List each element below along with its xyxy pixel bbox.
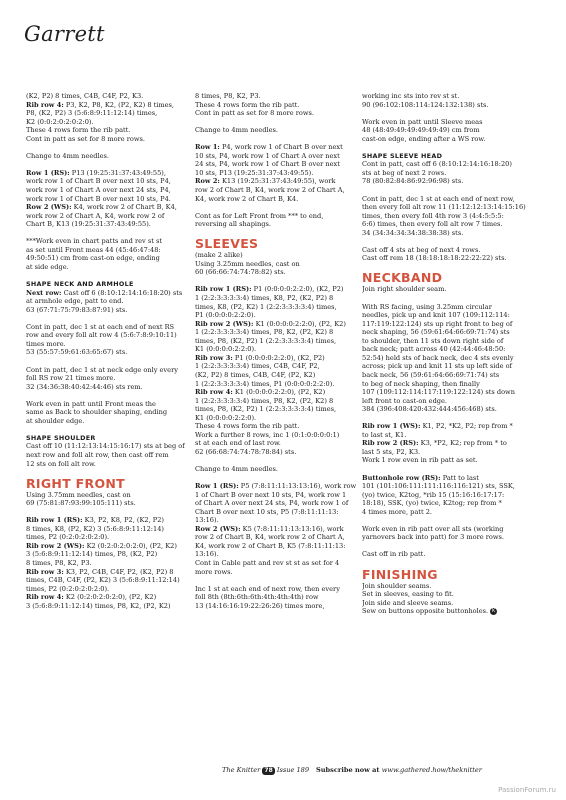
row-instruction: Patt to last xyxy=(440,473,479,482)
text-line: Chart B over next 10 sts, P5 (7:8:11:11:13: xyxy=(195,507,339,516)
text-line: Change to 4mm needles. xyxy=(26,151,109,160)
text-line: at side edge. xyxy=(26,262,69,271)
text-line: 1 (2:2:3:3:3:3:4) times, P8, K2, (P2, K2) 8 xyxy=(195,396,334,405)
text-line xyxy=(195,285,359,294)
spacer xyxy=(362,414,526,423)
text-line: across; pick up and knit 11 sts up left side of xyxy=(362,362,512,371)
text-line: 34 (34:34:34:34:38:38:38) sts. xyxy=(362,228,464,237)
text-line: 12 sts on foll alt row. xyxy=(26,459,96,468)
text-line: (make 2 alike) xyxy=(195,251,243,260)
text-line: 53 (55:57:59:61:63:65:67) sts. xyxy=(26,348,128,357)
subscribe-link[interactable]: www.gathered.how/theknitter xyxy=(381,766,482,774)
text-line: times, P8, (K2, P2) 1 (2:2:3:3:3:3:4) times, xyxy=(195,405,337,414)
spacer xyxy=(362,237,526,246)
text-line: at shoulder edge. xyxy=(26,416,85,425)
text-line: times, P2 (0:2:0:2:0:2:0). xyxy=(26,533,110,542)
row-instruction: K5 (7:8:11:11:13:13:16), work xyxy=(240,524,344,533)
text-line: ***Work even in chart patts and rev st st xyxy=(26,237,162,246)
text-line xyxy=(195,177,359,186)
text-line: 60 (66:66:74:74:78:82) sts. xyxy=(195,268,286,277)
text-line: (yo) twice, K2tog, *rib 15 (15:16:16:17:17: xyxy=(362,490,505,499)
spacer xyxy=(195,576,359,585)
text-line: Change to 4mm needles. xyxy=(195,126,278,135)
spacer xyxy=(26,508,190,517)
text-line: work row 2 of Chart A, K4, work row 2 of xyxy=(26,211,165,220)
text-line: 384 (396:408:420:432:444:456:468) sts. xyxy=(362,405,497,414)
text-line: last 5 sts, P2, K3. xyxy=(362,447,421,456)
issue-number: Issue 189 xyxy=(276,766,310,774)
row-instruction: K1 (0:0:0:0:2:2:0), (P2, K2) xyxy=(232,388,326,397)
row-label: Rib row 4: xyxy=(26,100,64,109)
spacer xyxy=(362,294,526,303)
text-line: of Chart A over next 24 sts, P4, work row 1 of xyxy=(195,499,349,508)
text-line xyxy=(195,482,359,491)
spacer xyxy=(362,465,526,474)
text-line: row 2 of Chart B, K4, work row 2 of Chart A, xyxy=(195,186,345,195)
text-line: 24 sts, P4, work row 1 of Chart B over next xyxy=(195,160,340,169)
spacer xyxy=(195,203,359,212)
row-label: Buttonhole row (RS): xyxy=(362,473,441,482)
text-line: 13 (14:16:16:19:22:26:26) times more, xyxy=(195,601,325,610)
text-line: Cont in patt, dec 1 st at neck edge only every xyxy=(26,365,178,374)
row-label: Next row: xyxy=(26,288,62,297)
row-instruction: K13 (19:25:31:37:43:49:55), work xyxy=(219,177,336,186)
text-line: 69 (75:81:87:93:99:105:111) sts. xyxy=(26,499,136,508)
row-label: Rib row 1 (WS): xyxy=(362,422,421,431)
text-line: 63 (67:71:75:79:83:87:91) sts. xyxy=(26,305,128,314)
text-line: 8 times, P8, K2, P3. xyxy=(195,92,261,100)
text-line: 78 (80:82:84:86:92:96:98) sts. xyxy=(362,177,464,186)
column-left xyxy=(26,92,190,610)
text-line: 107 (109:112:114:117:119:122:124) sts down xyxy=(362,388,515,397)
spacer xyxy=(26,143,190,152)
text-line xyxy=(26,593,190,602)
column-right xyxy=(362,92,526,616)
section-heading: SLEEVES xyxy=(195,236,259,252)
text-line: more rows. xyxy=(195,567,233,576)
text-line xyxy=(362,474,526,483)
row-label: Rib row 3: xyxy=(26,567,64,576)
text-line: row and every foll alt row 4 (5:6:7:8:9:10:11) xyxy=(26,331,177,340)
spacer xyxy=(362,186,526,195)
magazine-name: The Knitter xyxy=(222,766,261,774)
text-line: times, K8, (P2, K2) 1 (2:2:3:3:3:3:4) times, xyxy=(195,302,337,311)
text-line: Cast off 4 sts at beg of next 4 rows. xyxy=(362,245,481,254)
section-heading: RIGHT FRONT xyxy=(26,475,125,491)
row-instruction: K3, P2, K8, P2, (K2, P2) xyxy=(82,516,165,525)
row-instruction: P1 (0:0:0:0:2:2:0), (K2, P2) xyxy=(251,285,344,294)
text-line: times, C4B, C4F, (P2, K2) 3 (5:6:8:9:11:12:14) xyxy=(26,576,180,585)
text-line: times, P8, (K2, P2) 1 (2:2:3:3:3:3:4) times, xyxy=(195,336,337,345)
text-line: Cont in patt, dec 1 st at each end of next RS xyxy=(26,322,175,331)
text-line: to beg of neck shaping, then finally xyxy=(362,379,480,388)
text-line xyxy=(26,169,190,178)
text-line: 1 of Chart B over next 10 sts, P4, work row 1 xyxy=(195,490,347,499)
text-line: 3 (5:6:8:9:11:12:14) times, P8, K2, (P2, K2) xyxy=(26,601,171,610)
text-line: K2 (0:0:2:0:2:0:2:0). xyxy=(26,117,94,126)
row-instruction: K2 (0:2:0:2:0:2:0), (P2, K2) xyxy=(84,541,177,550)
text-line: Cast off in rib patt. xyxy=(362,550,426,559)
row-instruction: K3, *P2, K2; rep from * to xyxy=(418,439,507,448)
text-line xyxy=(26,542,190,551)
text-line: Work 1 row even in rib patt as set. xyxy=(362,456,478,465)
text-line: Sew on buttons opposite buttonholes. K xyxy=(362,607,496,616)
text-line: Work even in rib patt over all sts (working xyxy=(362,524,504,533)
text-line: Cont in Cable patt and rev st st as set for 4 xyxy=(195,558,340,567)
text-line: 1 (2:2:3:3:3:3:4) times, K8, P2, (K2, P2) 8 xyxy=(195,294,334,303)
text-line: back neck; patt across 40 (42:44:46:48:50: xyxy=(362,345,506,354)
text-line: then every foll alt row 11 (11:12:12:13:14:15:16) xyxy=(362,203,526,212)
text-line: K4, work row 2 of Chart B, K5 (7:8:11:11:13: xyxy=(195,541,346,550)
text-line: 117:119:122:124) sts up right front to beg of xyxy=(362,319,513,328)
text-line: needles, pick up and knit 107 (109:112:114: xyxy=(362,311,510,320)
text-line: times, then every foll 4th row 3 (4:4:5:5:5: xyxy=(362,211,504,220)
text-line: to shoulder, then 11 sts down right side of xyxy=(362,336,504,345)
row-label: Rib row 1 (RS): xyxy=(195,285,252,294)
spacer xyxy=(195,118,359,127)
text-line: 6:6) times, then every foll alt row 7 times. xyxy=(362,220,503,229)
text-line: foll RS row 21 times more. xyxy=(26,374,116,383)
row-label: Rib row 1 (RS): xyxy=(26,516,83,525)
spacer xyxy=(26,271,190,280)
text-line xyxy=(362,439,526,448)
text-line: Cast off 10 (11:12:13:14:15:16:17) sts at beg of xyxy=(26,442,185,451)
pattern-title: Garrett xyxy=(24,22,105,46)
row-label: Row 1: xyxy=(195,143,220,152)
column-middle xyxy=(195,92,359,610)
text-line: sts at beg of next 2 rows. xyxy=(362,168,447,177)
text-line: Cont in patt as set for 8 more rows. xyxy=(26,134,146,143)
text-line: Join shoulder seams. xyxy=(362,581,432,590)
watermark: PassionForum.ru xyxy=(498,786,556,794)
text-line: to last st, K1. xyxy=(362,430,407,439)
footer-magazine xyxy=(222,766,309,775)
subscribe-label: Subscribe now at xyxy=(316,766,380,774)
text-line: K4, work row 2 of Chart B, K4. xyxy=(195,194,299,203)
text-line: work row 1 of Chart B over next 10 sts, P4. xyxy=(26,194,171,203)
text-line: Using 3.75mm needles, cast on xyxy=(26,490,131,499)
text-line: 32 (34:36:38:40:42:44:46) sts rem. xyxy=(26,382,143,391)
text-line: Work a further 8 rows, inc 1 (0:1:0:0:0:0:1) xyxy=(195,430,340,439)
text-line: row 2 of Chart B, K4, work row 2 of Chart A, xyxy=(195,533,345,542)
row-instruction: K3, P2, C4B, C4F, P2, (K2, P2) 8 xyxy=(63,567,174,576)
text-line: Chart B, K13 (19:25:31:37:43:49:55). xyxy=(26,220,151,229)
spacer xyxy=(26,391,190,400)
spacer xyxy=(362,143,526,152)
subsection-heading: SHAPE SLEEVE HEAD xyxy=(362,151,443,160)
text-line: as set until Front meas 44 (45:46:47:48: xyxy=(26,245,161,254)
text-line: Change to 4mm needles. xyxy=(195,464,278,473)
text-line: 52:54) held sts of back neck, dec 4 sts evenly xyxy=(362,353,514,362)
text-line: work row 1 of Chart B over next 10 sts, P4, xyxy=(26,177,171,186)
text-line: next row and foll alt row, then cast off rem xyxy=(26,450,169,459)
row-label: Row 2: xyxy=(195,177,220,186)
text-line: K1 (0:0:0:0:2:2:0). xyxy=(195,413,257,422)
row-label: Row 1 (RS): xyxy=(195,482,239,491)
row-instruction: K1 (0:0:0:0:2:2:0), (P2, K2) xyxy=(253,319,346,328)
text-line xyxy=(26,101,190,110)
text-line: 62 (66:68:74:74:78:78:84) sts. xyxy=(195,447,297,456)
spacer xyxy=(26,160,190,169)
text-line: Work even in patt until Front meas the xyxy=(26,399,156,408)
row-instruction: P1 (0:0:0:0:2:2:0), (K2, P2) xyxy=(232,353,325,362)
text-line: K1 (0:0:0:0:2:2:0). xyxy=(195,345,257,354)
end-mark-icon: K xyxy=(492,607,496,614)
text-line: 1 (2:2:3:3:3:3:4) times, C4B, C4F, P2, xyxy=(195,362,320,371)
text-line xyxy=(26,203,190,212)
text-line: These 4 rows form the rib patt. xyxy=(195,100,300,109)
text-line: left front to cast-on edge. xyxy=(362,396,448,405)
row-instruction: P5 (7:8:11:11:13:13:16), work row xyxy=(238,482,357,491)
text-line: (K2, P2) 8 times, C4B, C4F, (P2, K2) xyxy=(195,370,316,379)
text-line: reversing all shapings. xyxy=(195,220,271,229)
text-line: 101 (101:106:111:111:116:116:121) sts, SSK, xyxy=(362,482,515,491)
row-instruction: K1, P2, *K2, P2; rep from * xyxy=(420,422,513,431)
spacer xyxy=(195,456,359,465)
section-heading: FINISHING xyxy=(362,566,438,582)
row-label: Rib row 2 (RS): xyxy=(362,439,419,448)
text-line xyxy=(362,422,526,431)
text-line xyxy=(195,525,359,534)
text-line: times more. xyxy=(26,339,66,348)
text-line: 10 sts, P13 (19:25:31:37:43:49:55). xyxy=(195,168,314,177)
row-instruction: P13 (19:25:31:37:43:49:55), xyxy=(69,168,166,177)
text-line xyxy=(26,568,190,577)
text-line: 49:50:51) cm from cast-on edge, ending xyxy=(26,254,160,263)
text-line: Inc 1 st at each end of next row, then every xyxy=(195,584,340,593)
text-line: 1 (2:2:3:3:3:3:4) times, P8, K2, (P2, K2) 8 xyxy=(195,328,334,337)
text-line: at armhole edge, patt to end. xyxy=(26,297,124,306)
row-instruction: P3, K2, P8, K2, (P2, K2) 8 times, xyxy=(63,100,175,109)
text-line: Cast off rem 18 (18:18:18:18:22:22:22) sts. xyxy=(362,254,507,263)
text-line xyxy=(195,320,359,329)
text-line: st at each end of last row. xyxy=(195,439,281,448)
text-line: Using 3.25mm needles, cast on xyxy=(195,259,300,268)
text-line: 8 times, K8, (P2, K2) 3 (5:6:8:9:11:12:14) xyxy=(26,524,164,533)
text-line: Work even in patt until Sleeve meas xyxy=(362,117,483,126)
spacer xyxy=(26,425,190,434)
text-line: Set in sleeves, easing to fit. xyxy=(362,590,454,599)
spacer xyxy=(26,314,190,323)
text-line: P8, (K2, P2) 3 (5:6:8:9:11:12:14) times, xyxy=(26,109,158,118)
spacer xyxy=(362,109,526,118)
spacer xyxy=(195,474,359,483)
text-line: work row 1 of Chart A over next 24 sts, P4, xyxy=(26,186,171,195)
text-line: cast-on edge, ending after a WS row. xyxy=(362,134,486,143)
text-line: back neck, 56 (59:61:64:66:69:71:74) sts xyxy=(362,370,500,379)
text-line xyxy=(26,289,190,298)
text-line: Join side and sleeve seams. xyxy=(362,598,454,607)
spacer xyxy=(362,542,526,551)
text-line: P1 (0:0:0:0:2:2:0). xyxy=(195,311,256,320)
text-line: 3 (5:6:8:9:11:12:14) times, P8, (K2, P2) xyxy=(26,550,158,559)
spacer xyxy=(195,135,359,144)
text-line: 18:18), SSK, (yo) twice, K2tog; rep from * xyxy=(362,499,502,508)
text-line xyxy=(195,388,359,397)
spacer xyxy=(195,277,359,286)
text-line: same as Back to shoulder shaping, ending xyxy=(26,408,168,417)
text-line: foll 8th (8th:6th:6th:4th:4th:4th) row xyxy=(195,593,319,602)
spacer xyxy=(26,229,190,238)
row-instruction: K4, work row 2 of Chart B, K4, xyxy=(71,203,177,212)
text-line: Cont as for Left Front from *** to end, xyxy=(195,211,324,220)
text-line: Cont in patt as set for 8 more rows. xyxy=(195,109,315,118)
footer-subscribe xyxy=(316,766,482,774)
text-line: yarnovers back into patt) for 3 more rows. xyxy=(362,533,504,542)
text-line xyxy=(26,516,190,525)
text-line: These 4 rows form the rib patt. xyxy=(195,422,300,431)
subsection-heading: SHAPE NECK AND ARMHOLE xyxy=(26,280,134,289)
text-line: neck shaping, 56 (59:61:64:66:69:71:74) sts xyxy=(362,328,510,337)
text-line: 8 times, P8, K2, P3. xyxy=(26,558,92,567)
page-number: 78 xyxy=(264,767,273,774)
text-line: 48 (48:49:49:49:49:49:49) cm from xyxy=(362,126,480,135)
row-label: Rib row 3: xyxy=(195,353,233,362)
text-line: working inc sts into rev st st. xyxy=(362,92,460,100)
text-line: Cont in patt, cast off 6 (8:10:12:14:16:18:20) xyxy=(362,160,512,169)
row-label: Rib row 4: xyxy=(195,388,233,397)
text-line: (K2, P2) 8 times, C4B, C4F, P2, K3. xyxy=(26,92,144,100)
text-line: 13:16). xyxy=(195,516,219,525)
text-line: Cont in patt, dec 1 st at each end of next row, xyxy=(362,194,515,203)
row-label: Rib row 2 (WS): xyxy=(195,319,254,328)
text-line: These 4 rows form the rib patt. xyxy=(26,126,131,135)
row-instruction: Cast off 6 (8:10:12:14:16:18:20) sts xyxy=(61,288,183,297)
text-line: With RS facing, using 3.25mm circular xyxy=(362,302,492,311)
text-line xyxy=(195,143,359,152)
row-instruction: K2 (0:2:0:2:0:2:0), (P2, K2) xyxy=(63,593,157,602)
text-line: 10 sts, P4, work row 1 of Chart A over next xyxy=(195,151,340,160)
text-line: 4 times more, patt 2. xyxy=(362,507,432,516)
text-line: Join right shoulder seam. xyxy=(362,285,447,294)
text-line xyxy=(195,354,359,363)
spacer xyxy=(362,516,526,525)
subsection-heading: SHAPE SHOULDER xyxy=(26,433,96,442)
row-label: Rib row 2 (WS): xyxy=(26,541,85,550)
row-label: Row 2 (WS): xyxy=(195,524,241,533)
text-line: 1 (2:2:3:3:3:3:4) times, P1 (0:0:0:0:2:2:0). xyxy=(195,379,335,388)
row-label: Row 1 (RS): xyxy=(26,168,70,177)
text-line: 13:16). xyxy=(195,550,219,559)
text-line: 90 (96:102:108:114:124:132:138) sts. xyxy=(362,100,489,109)
row-label: Row 2 (WS): xyxy=(26,203,72,212)
section-heading: NECKBAND xyxy=(362,270,443,286)
row-label: Rib row 4: xyxy=(26,593,64,602)
text-line: times, P2 (0:2:0:2:0:2:0). xyxy=(26,584,110,593)
spacer xyxy=(26,357,190,366)
row-instruction: P4, work row 1 of Chart B over next xyxy=(219,143,343,152)
